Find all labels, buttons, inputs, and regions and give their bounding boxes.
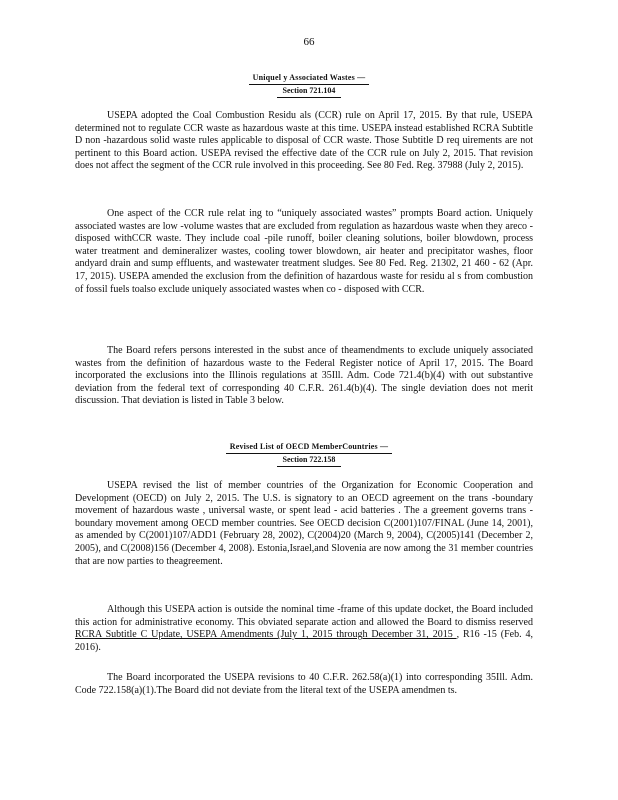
paragraph-text: USEPA revised the list of member countries of the Organization for Economic Cooperation and Development (OECD) on July 2, 2015. The U.S. is signatory to an OECD agreement on the trans -boundary movement of hazardous waste , universal waste, or spent lead - acid batteries . The a greement governs trans -boundary movement among OECD member countries. See OECD decision C(2001)107/FINAL (June 14, 2001), as amended by C(2001)107/ADD1 (February 28, 2002), C(2004)20 (March 9, 2004), C(2005)141 (December 2, 2005), and C(2008)156 (December 4, 2008). Estonia,Israel,and Slovenia are now among the 31 member countries that are now parties to theagreement. (75, 480, 533, 567)
section-heading-number: Section 721.104 (277, 85, 342, 98)
section-heading-uniquely-associated-wastes (0, 72, 618, 98)
paragraph-text: USEPA adopted the Coal Combustion Residu als (CCR) rule on April 17, 2015. By that rule, USEPA determined not to regulate CCR waste as hazardous waste at this time. USEPA instead established RCRA Subtitle D non -hazardous solid waste rules applicable to disposal of CCR waste. Those Subtitle D req uirements are not pertinent to this Board action. USEPA revised the effective date of the CCR rule on July 2, 2015. That revision does not affect the segment of the CCR rule involved in this proceeding. See 80 Fed. Reg. 37988 (July 2, 2015). (75, 110, 533, 172)
section-heading-title: Uniquel y Associated Wastes — (249, 72, 370, 85)
page-number: 66 (303, 36, 315, 48)
section-heading-number: Section 722.158 (277, 454, 342, 467)
section-heading-title: Revised List of OECD MemberCountries — (226, 441, 392, 454)
paragraph-text: The Board incorporated the USEPA revisions to 40 C.F.R. 262.58(a)(1) into corresponding 35Ill. Adm. Code 722.158(a)(1).The Board did not deviate from the literal text of the USEPA amendmen ts. (75, 672, 533, 696)
paragraph (75, 604, 533, 654)
paragraph (75, 480, 533, 568)
paragraph (75, 110, 533, 173)
paragraph (75, 345, 533, 408)
case-reference: RCRA Subtitle C Update, USEPA Amendments (July 1, 2015 through December 31, 2015 (75, 629, 457, 641)
paragraph-text: The Board refers persons interested in the subst ance of theamendments to exclude uniquely associated wastes from the definition of hazardous waste to the Federal Register notice of April 17, 2015. The Board incorporated the exclusions into the Illinois regulations at 35Ill. Adm. Code 721.4(b)(4) with out substantive deviation from the federal text of corresponding 40 C.F.R. 261.4(b)(4). The single deviation does not merit discussion. That deviation is listed in Table 3 below. (75, 345, 533, 407)
section-heading-oecd-member-countries (0, 441, 618, 467)
paragraph (75, 672, 533, 697)
case-reference-tail: , R16 -15 (Feb. 4, 2016). (75, 629, 533, 653)
paragraph-text: Although this USEPA action is outside the nominal time -frame of this update docket, the Board included this action for administrative economy. This obviated separate action and allowed the Board to dismiss reserved (75, 604, 533, 628)
paragraph-text: One aspect of the CCR rule relat ing to “uniquely associated wastes” prompts Board action. Uniquely associated wastes are low -volume wastes that are excluded from regulation as hazardous waste when they areco - disposed withCCR waste. They include coal -pile runoff, boiler cleaning solutions, boiler blowdown, process water treatment and demineralizer wastes, cooling tower blowdown, air heater and precipitator washes, floor andyard drain and sump effluents, and wastewater treatment sludges. See 80 Fed. Reg. 21302, 21 460 - 62 (Apr. 17, 2015). USEPA amended the exclusion from the definition of hazardous waste for residu al s from combustion of fossil fuels toalso exclude uniquely associated wastes when co - disposed with CCR. (75, 208, 533, 295)
paragraph (75, 208, 533, 296)
